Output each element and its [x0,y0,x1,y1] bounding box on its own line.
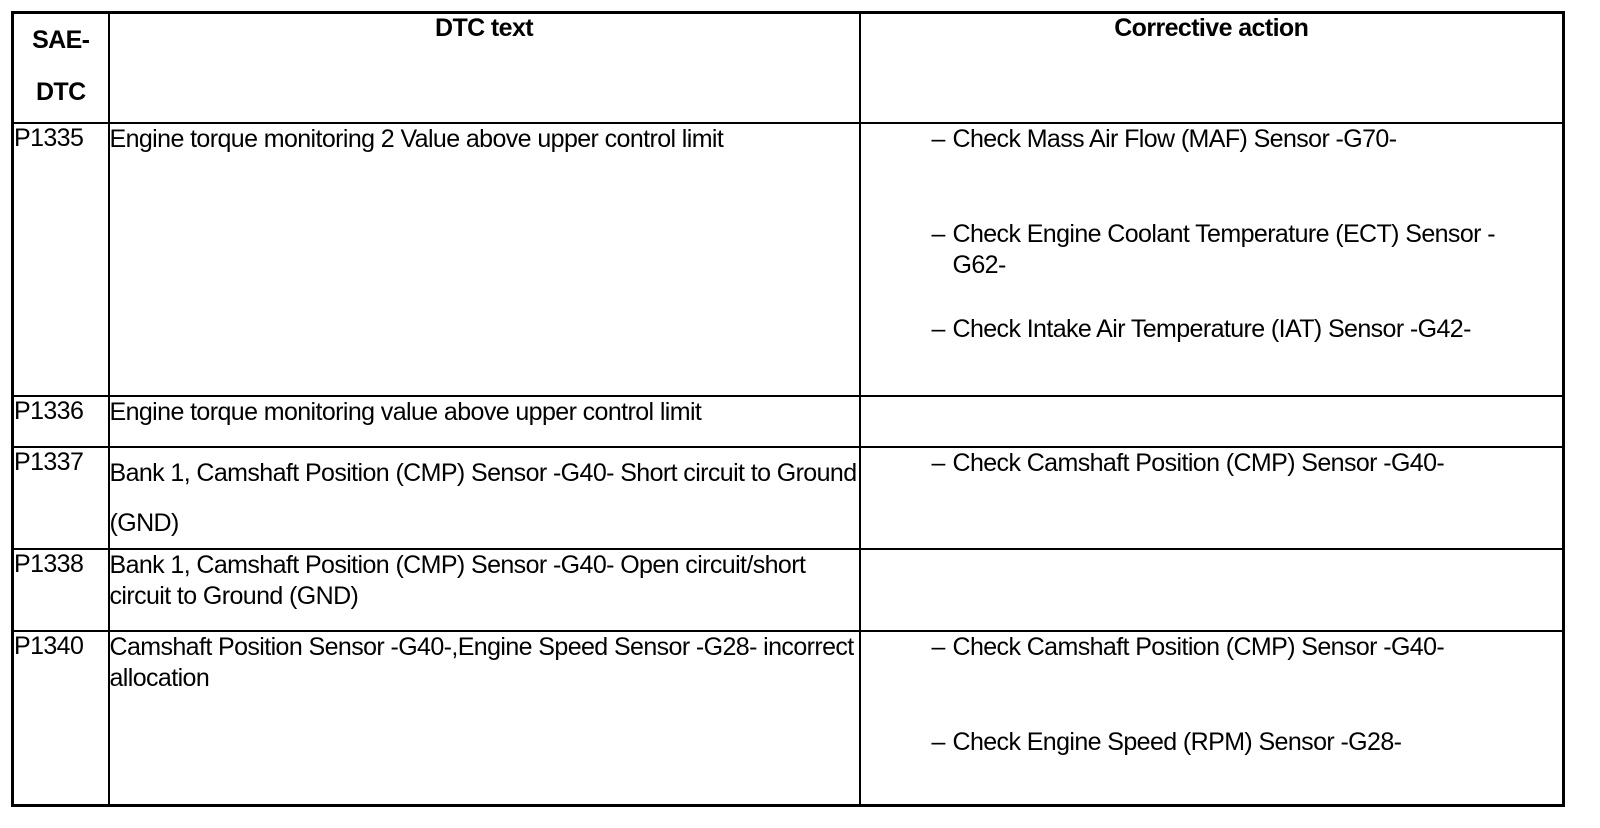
header-sae-dtc [13,13,109,123]
header-corrective-action: Corrective action [860,13,1564,123]
action-item [861,727,1563,758]
action-text: Check Intake Air Temperature (IAT) Sensor -G42- [952,314,1471,343]
action-item [861,124,1563,155]
header-sae-line1: SAE- [32,26,90,54]
action-text: Check Engine Coolant Temperature (ECT) Sensor -G62- [952,219,1495,279]
dtc-table [11,11,1565,807]
dash-bullet: – [931,124,945,153]
corrective-action-cell [860,447,1564,549]
action-text: Check Engine Speed (RPM) Sensor -G28- [952,727,1402,756]
action-text: Check Mass Air Flow (MAF) Sensor -G70- [952,124,1397,153]
corrective-action-cell [860,396,1564,447]
table-row [13,549,1564,631]
corrective-action-cell [860,123,1564,396]
action-text: Check Camshaft Position (CMP) Sensor -G40- [952,632,1445,661]
action-item [861,448,1563,479]
dash-bullet: – [931,219,945,248]
dash-bullet: – [931,448,945,477]
dtc-text: Engine torque monitoring 2 Value above upper control limit [109,123,860,396]
table-row [13,396,1564,447]
dtc-code: P1335 [13,123,109,396]
dtc-code: P1340 [13,631,109,806]
action-item [861,632,1563,663]
dash-bullet: – [931,727,945,756]
dash-bullet: – [931,632,945,661]
dtc-text: Bank 1, Camshaft Position (CMP) Sensor -G40- Open circuit/short circuit to Ground (GND) [109,549,860,631]
action-item [861,314,1563,345]
dtc-code: P1338 [13,549,109,631]
corrective-action-cell [860,631,1564,806]
header-sae-line2: DTC [35,78,86,106]
table-row [13,447,1564,549]
dtc-text: Bank 1, Camshaft Position (CMP) Sensor -G40- Short circuit to Ground (GND) [109,447,860,549]
table-row [13,123,1564,396]
dash-bullet: – [931,314,945,343]
dtc-text: Camshaft Position Sensor -G40-,Engine Speed Sensor -G28- incorrect allocation [109,631,860,806]
corrective-action-cell [860,549,1564,631]
dtc-code: P1337 [13,447,109,549]
action-text: Check Camshaft Position (CMP) Sensor -G40- [952,448,1445,477]
table-row [13,631,1564,806]
action-item [861,219,1563,281]
header-row [13,13,1564,123]
dtc-code: P1336 [13,396,109,447]
dtc-text: Engine torque monitoring value above upper control limit [109,396,860,447]
header-dtc-text: DTC text [109,13,860,123]
